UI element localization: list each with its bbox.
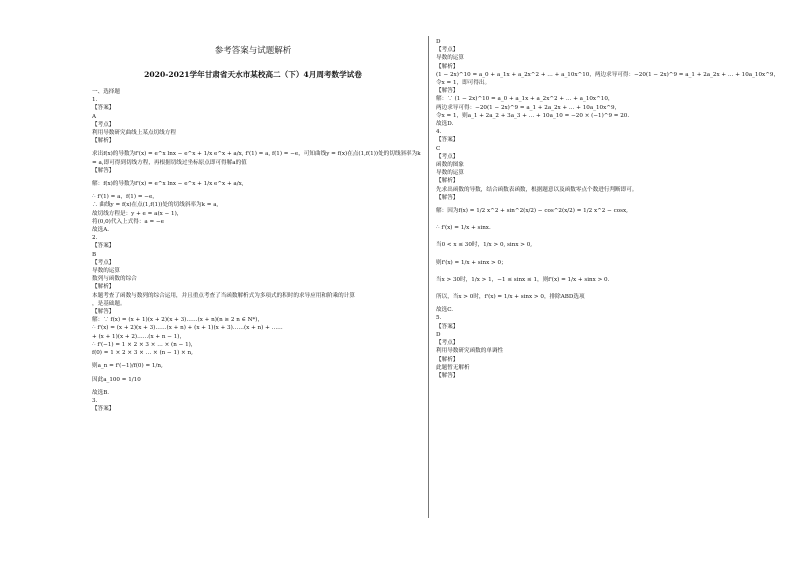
left-column — [92, 40, 421, 413]
question-number: 2. — [92, 235, 98, 242]
column-divider — [428, 36, 429, 518]
answer-value: C — [436, 145, 441, 152]
solution-text: 故选D. — [436, 121, 454, 128]
answer-value: B — [92, 251, 97, 258]
question-number: 5. — [436, 315, 442, 322]
solution-text: 故选C. — [436, 307, 454, 314]
analysis-text: = a,即可得到切线方程，再根据切线过坐标原点即可得解a的值 — [92, 159, 247, 166]
solution-text: 故选A. — [92, 227, 110, 234]
solution-text: 故切线方程是：y + e = a(x − 1)， — [92, 210, 183, 217]
answer-label: 【答案】 — [436, 137, 459, 144]
solution-text: ∴ f'(x) = (x + 2)(x + 3)……(x + n) + (x + 1)(x + 3)……(x + n) + …… — [92, 325, 283, 332]
solution-label: 【解答】 — [92, 309, 115, 316]
solution-text: 解：因为f(x) = 1/2 x^2 + sin^2(x/2) − cos^2(x/2) = 1/2 x^2 − cosx, — [436, 208, 628, 215]
solution-text: f(0) = 1 × 2 × 3 × … × (n − 1) × n, — [92, 350, 193, 357]
topic-text: 导数的运算 — [92, 268, 120, 275]
topic-label: 【考点】 — [436, 153, 459, 160]
answer-label: 【答案】 — [436, 323, 459, 330]
solution-text: 解：f(x)的导数为f'(x) = e^x lnx − e^x + 1/x e^x + a/x, — [92, 181, 244, 188]
topic-label: 【考点】 — [436, 340, 459, 347]
analysis-text: (1 − 2x)^10 = a_0 + a_1x + a_2x^2 + … + a_10x^10，两边求导可得：−20(1 − 2x)^9 = a_1 + 2a_2x + … + 10a_10x^9，令x = 1，即可得出。 — [436, 71, 780, 87]
question-number: 1. — [92, 97, 98, 104]
exam-title: 2020-2021学年甘肃省天水市某校高二（下）4月周考数学试卷 — [144, 70, 362, 79]
analysis-text: 此题暂无解析 — [436, 364, 470, 371]
answer-value: D — [436, 331, 441, 338]
solution-text: 则a_n = f'(−1)/f(0) = 1/n, — [92, 363, 163, 370]
solution-text: 两边求导可得：−20(1 − 2x)^9 = a_1 + 2a_2x + … + 10a_10x^9， — [436, 104, 621, 111]
right-column — [436, 38, 782, 380]
solution-text: 将(0,0)代入上式得：a = −e — [92, 218, 164, 225]
solution-text: ∴ f'(x) = 1/x + sinx. — [436, 225, 491, 232]
topic-label: 【考点】 — [436, 47, 459, 54]
analysis-label: 【解析】 — [436, 178, 459, 185]
solution-text: 当0 < x ≤ 30时，1/x > 0, sinx > 0, — [436, 242, 533, 249]
analysis-text: ，是基础题。 — [92, 300, 126, 307]
answer-label: 【答案】 — [92, 406, 115, 413]
analysis-label: 【解析】 — [92, 284, 115, 291]
analysis-text: 先求出函数的导数，结合函数表函数，根据题意以及函数零点个数进行判断即可。 — [436, 186, 638, 193]
answer-value: A — [92, 113, 97, 120]
answer-label: 【答案】 — [92, 105, 115, 112]
answer-label: 【答案】 — [92, 243, 115, 250]
solution-text: 则f'(x) = 1/x + sinx > 0； — [436, 259, 507, 266]
topic-label: 【考点】 — [92, 121, 115, 128]
topic-label: 【考点】 — [92, 259, 115, 266]
solution-label: 【解答】 — [436, 372, 459, 379]
solution-text: ∴ 曲线y = f(x)在点(1,f(1))处的切线斜率为k = a, — [92, 202, 219, 209]
topic-text: 利用导数研究曲线上某点切线方程 — [92, 130, 176, 137]
analysis-label: 【解析】 — [436, 63, 459, 70]
topic-text: 导数的运算 — [436, 55, 464, 62]
solution-label: 【解答】 — [436, 88, 459, 95]
solution-text: 因此a_100 = 1/10 — [92, 376, 141, 383]
question-number: 4. — [436, 129, 442, 136]
solution-label: 【解答】 — [92, 167, 115, 174]
topic-text: 数列与函数的综合 — [92, 276, 137, 283]
page-title: 参考答案与试题解析 — [214, 46, 292, 56]
topic-text: 导数的运算 — [436, 170, 464, 177]
analysis-text: 本题考查了函数与数列的综合运用，并且重点考查了当函数解析式为多项式的积时的求导应用和阶乘的计算 — [92, 292, 355, 299]
question-number: 3. — [92, 397, 98, 404]
solution-text: ∴ f'(−1) = 1 × 2 × 3 × … × (n − 1)， — [92, 341, 197, 348]
solution-text: 令x = 1，则a_1 + 2a_2 + 3a_3 + … + 10a_10 = −20 × (−1)^9 = 20. — [436, 112, 630, 119]
topic-text: 函数的图象 — [436, 162, 464, 169]
analysis-label: 【解析】 — [92, 138, 115, 145]
topic-text: 利用导数研究函数的单调性 — [436, 348, 504, 355]
solution-text: + (x + 1)(x + 2)……(x + n − 1)， — [92, 333, 186, 340]
analysis-text: 求出f(x)的导数为f'(x) = e^x lnx − e^x + 1/x e^x + a/x, f'(1) = a, f(1) = −e，可知曲线y = f(x)在点(1,f(1))处的切线斜率为k — [92, 151, 421, 158]
solution-label: 【解答】 — [436, 194, 459, 201]
solution-text: 当x > 30时，1/x > 1，−1 ≤ sinx ≤ 1，则f'(x) = 1/x + sinx > 0. — [436, 276, 610, 283]
answer-value: D — [436, 39, 441, 45]
solution-text: 故选B. — [92, 389, 110, 396]
solution-text: 解：∵ f(x) = (x + 1)(x + 2)(x + 3)……(x + n)(n ≥ 2 n ∈ N*)， — [92, 317, 264, 324]
solution-text: 所以，当x > 0时，f'(x) = 1/x + sinx > 0，排除ABD选项 — [436, 294, 585, 301]
analysis-label: 【解析】 — [436, 356, 459, 363]
section-heading: 一、选择题 — [92, 89, 120, 95]
solution-text: ∴ f'(1) = a，f(1) = −e， — [92, 194, 158, 201]
solution-text: 解：∵ (1 − 2x)^10 = a_0 + a_1x + a_2x^2 + … + a_10x^10， — [436, 96, 614, 103]
